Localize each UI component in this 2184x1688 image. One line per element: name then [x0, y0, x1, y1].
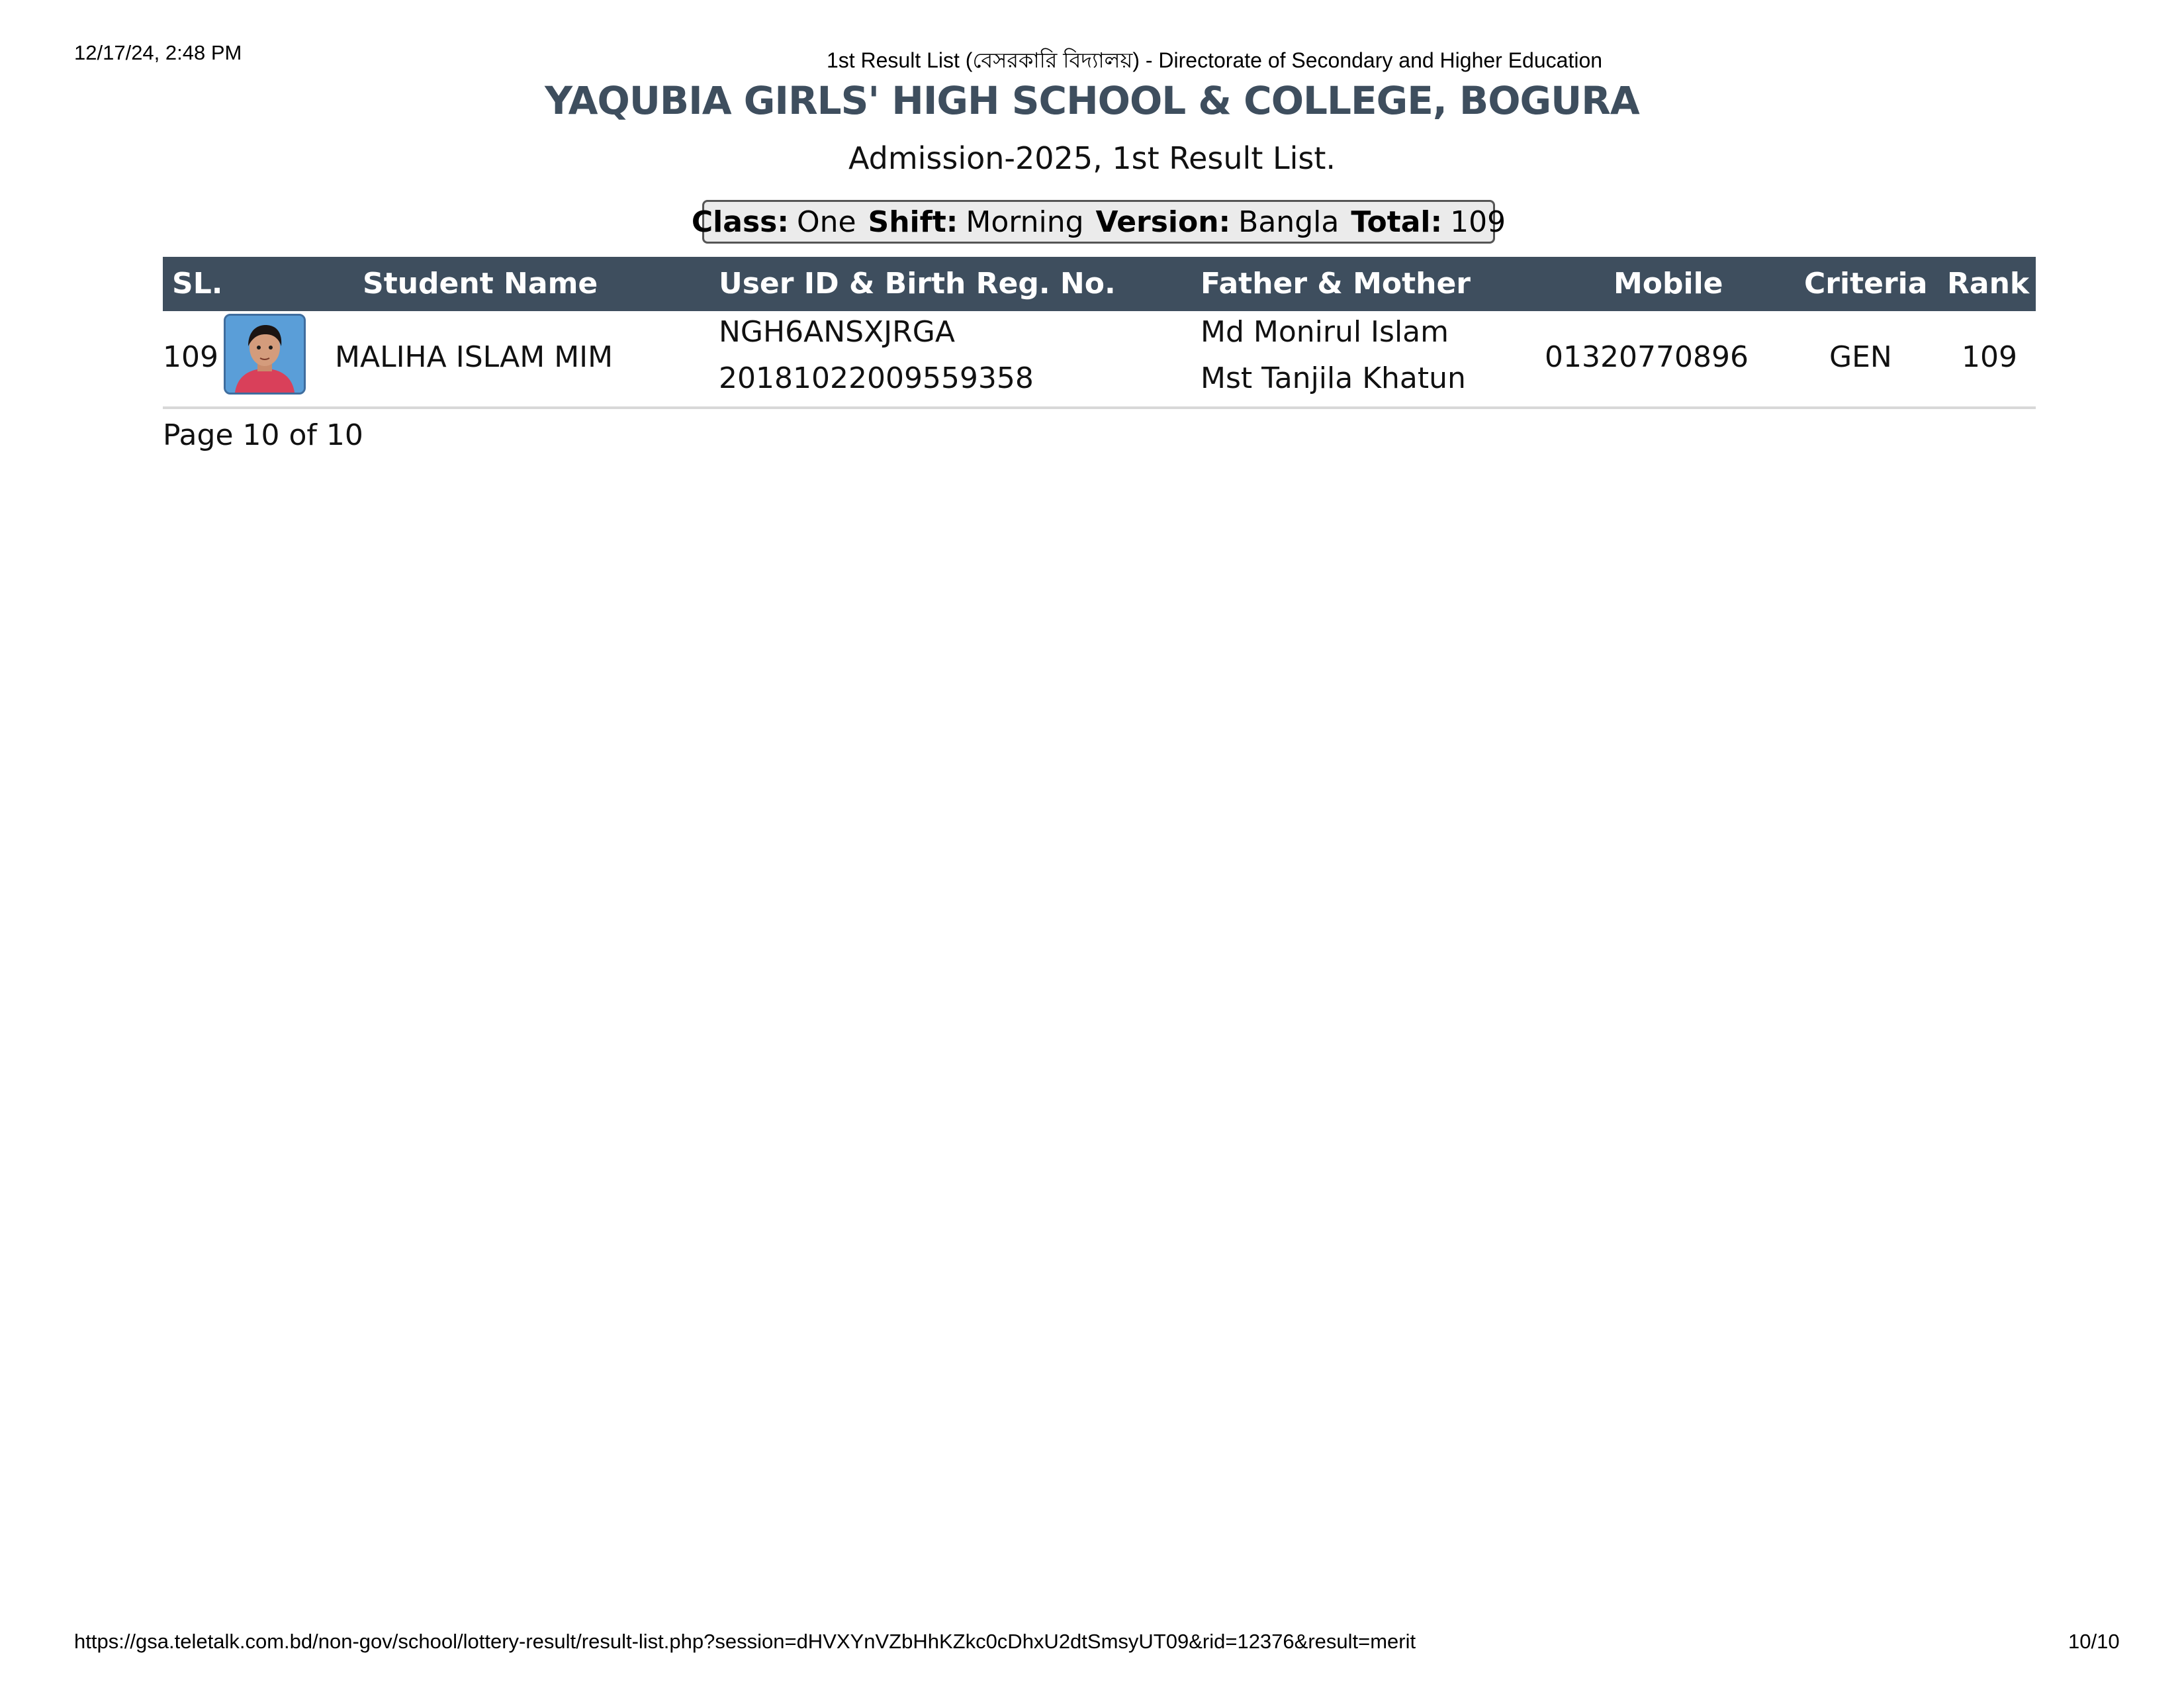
mother-name: Mst Tanjila Khatun — [1201, 361, 1466, 395]
version-label: Version: — [1095, 205, 1231, 239]
birth-reg-no: 20181022009559358 — [719, 361, 1034, 395]
column-header-user-id: User ID & Birth Reg. No. — [719, 267, 1116, 301]
table-row — [163, 311, 2036, 409]
student-portrait-icon — [226, 316, 304, 393]
shift-label: Shift: — [868, 205, 958, 239]
result-table-header — [163, 257, 2036, 311]
total-label: Total: — [1351, 205, 1443, 239]
class-label: Class: — [691, 205, 789, 239]
version-value: Bangla — [1238, 205, 1340, 239]
mobile-number: 01320770896 — [1545, 340, 1749, 374]
student-name: MALIHA ISLAM MIM — [335, 340, 614, 374]
class-value: One — [796, 205, 856, 239]
student-photo — [224, 314, 306, 395]
column-header-mobile: Mobile — [1614, 267, 1723, 301]
column-header-criteria: Criteria — [1804, 267, 1928, 301]
class-info-box — [691, 200, 1506, 244]
serial-number: 109 — [163, 340, 218, 374]
user-id: NGH6ANSXJRGA — [719, 315, 955, 349]
print-datetime: 12/17/24, 2:48 PM — [74, 41, 242, 64]
column-header-sl: SL. — [172, 267, 223, 301]
total-value: 109 — [1450, 205, 1506, 239]
column-header-student-name: Student Name — [363, 267, 598, 301]
shift-value: Morning — [966, 205, 1084, 239]
print-url: https://gsa.teletalk.com.bd/non-gov/school/lottery-result/result-list.php?session=dHVXYnVZbHhKZkc0cDhxU2dtSmsyUT09&rid=12376&result=merit — [74, 1630, 1416, 1653]
column-header-father-mother: Father & Mother — [1201, 267, 1471, 301]
print-page-number: 10/10 — [2068, 1630, 2120, 1653]
column-header-rank: Rank — [1947, 267, 2030, 301]
school-name: YAQUBIA GIRLS' HIGH SCHOOL & COLLEGE, BOGURA — [545, 78, 1639, 123]
father-name: Md Monirul Islam — [1201, 315, 1449, 349]
result-list-subtitle: Admission-2025, 1st Result List. — [848, 140, 1336, 176]
criteria: GEN — [1829, 340, 1892, 374]
rank: 109 — [1962, 340, 2017, 374]
print-page-title: 1st Result List (বেসরকারি বিদ্যালয়) - Directorate of Secondary and Higher Education — [826, 48, 1603, 72]
pagination-text: Page 10 of 10 — [163, 418, 363, 452]
